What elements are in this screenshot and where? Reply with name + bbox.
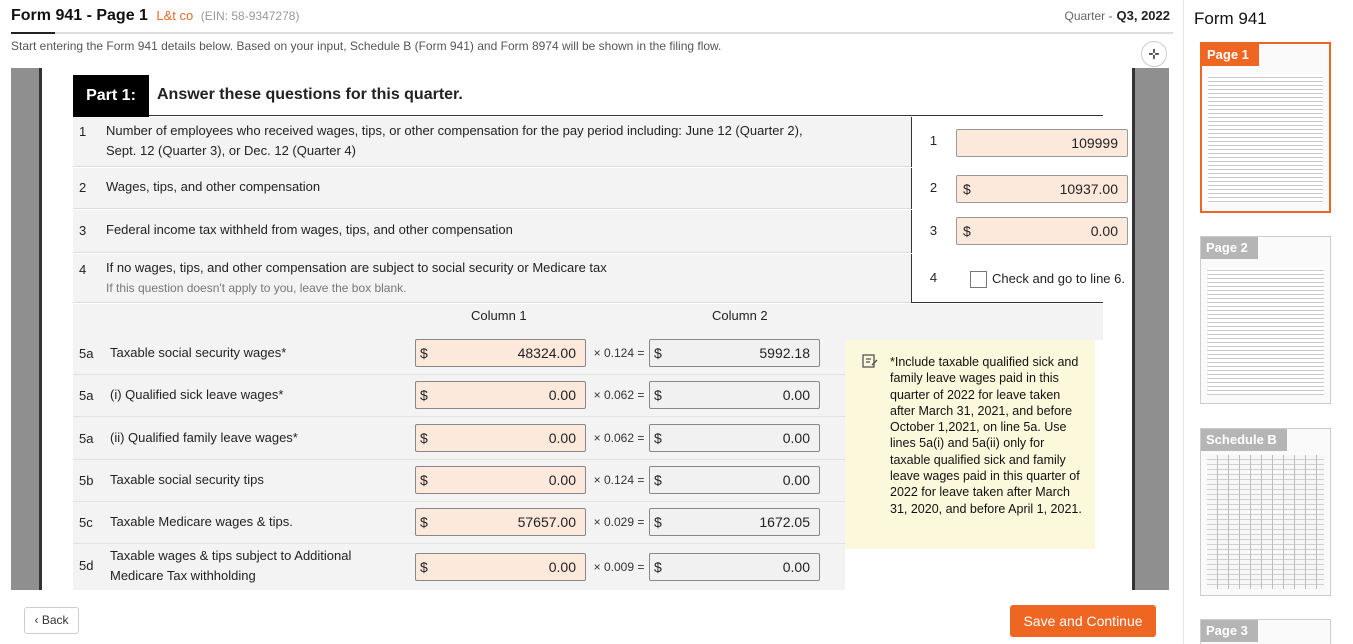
thumbnail-preview bbox=[1207, 455, 1324, 589]
company-ein: (EIN: 58-9347278) bbox=[200, 9, 300, 23]
line-label-main: If no wages, tips, and other compensation are subject to social security or Medicare tax bbox=[106, 260, 607, 275]
output-value: 0.00 bbox=[782, 472, 810, 488]
line-label: Federal income tax withheld from wages, tips, and other compensation bbox=[106, 222, 513, 237]
line-number: 5d bbox=[79, 558, 94, 573]
column-2-output bbox=[649, 508, 820, 536]
thumbnail-label: Page 1 bbox=[1202, 44, 1259, 66]
quarter-value: Q3, 2022 bbox=[1116, 8, 1170, 23]
form-page bbox=[39, 68, 1135, 590]
currency-symbol: $ bbox=[654, 345, 662, 361]
instructions-text: Start entering the Form 941 details below. Based on your input, Schedule B (Form 941) and Form 8974 will be shown in the filing flow. bbox=[11, 39, 722, 53]
form-header bbox=[0, 0, 1183, 34]
form-line-4 bbox=[73, 254, 1125, 303]
column-2-header: Column 2 bbox=[712, 308, 768, 323]
line-box bbox=[911, 117, 1118, 167]
currency-symbol: $ bbox=[654, 514, 662, 530]
quarter-indicator bbox=[1064, 8, 1170, 23]
input-value: 0.00 bbox=[548, 387, 576, 403]
column-2-output bbox=[649, 339, 820, 367]
line-number: 1 bbox=[79, 124, 87, 139]
form-title: Form 941 - Page 1 bbox=[11, 7, 148, 24]
input-value: 0.00 bbox=[548, 559, 576, 575]
line-label: (ii) Qualified family leave wages* bbox=[110, 430, 298, 445]
output-value: 5992.18 bbox=[759, 345, 810, 361]
form-viewer[interactable] bbox=[11, 68, 1169, 590]
box-number: 1 bbox=[929, 133, 938, 148]
currency-symbol: $ bbox=[420, 387, 428, 403]
page-navigator bbox=[1183, 0, 1353, 644]
save-and-continue-button[interactable]: Save and Continue bbox=[1010, 605, 1156, 637]
currency-symbol: $ bbox=[654, 472, 662, 488]
note-text: *Include taxable qualified sick and family leave wages paid in this quarter of 2022 for leave taken after March 31, 2021, and before October 1,2021, on line 5a. Use lines 5a(i) and 5a(ii) only for taxable qualified sick and family leave wages paid in this quarter of 2022 for leave taken after March 31, 2020, and before April 1, 2021. bbox=[890, 355, 1082, 516]
line-box bbox=[911, 168, 1118, 209]
federal-tax-withheld-input[interactable] bbox=[956, 217, 1128, 245]
line-label: (i) Qualified sick leave wages* bbox=[110, 387, 284, 402]
line-5a-row bbox=[73, 333, 845, 375]
input-value: 10937.00 bbox=[1059, 181, 1118, 197]
line-label: Wages, tips, and other compensation bbox=[106, 179, 321, 194]
thumbnail-schedule-b[interactable] bbox=[1200, 428, 1331, 596]
company-name: L&t co bbox=[156, 8, 194, 23]
checkbox-label: Check and go to line 6. bbox=[992, 271, 1125, 286]
thumbnail-page-2[interactable] bbox=[1200, 236, 1331, 404]
box-number: 3 bbox=[929, 223, 938, 238]
rate-multiplier: × 0.062 = bbox=[593, 431, 645, 445]
thumbnail-page-1[interactable] bbox=[1200, 42, 1331, 213]
column-1-input[interactable] bbox=[415, 553, 586, 581]
line-5a-ii-row bbox=[73, 417, 845, 460]
input-value: 48324.00 bbox=[517, 345, 576, 361]
line-label: Number of employees who received wages, tips, or other compensation for the pay period including: June 12 (Quarter 2), Sept. 12 (Quarter 3), or Dec. 12 (Quarter 4) bbox=[106, 123, 803, 158]
rate-multiplier: × 0.124 = bbox=[593, 473, 645, 487]
part-header bbox=[73, 72, 1103, 116]
output-value: 0.00 bbox=[782, 559, 810, 575]
rate-multiplier: × 0.124 = bbox=[593, 346, 645, 360]
page-title bbox=[11, 7, 299, 25]
thumbnail-label: Page 2 bbox=[1201, 237, 1258, 259]
thumbnail-preview bbox=[1208, 74, 1323, 203]
line-5a-i-row bbox=[73, 375, 845, 417]
rate-multiplier: × 0.062 = bbox=[593, 388, 645, 402]
currency-symbol: $ bbox=[420, 559, 428, 575]
line-number: 3 bbox=[79, 223, 87, 238]
line-box bbox=[911, 254, 1125, 303]
column-1-header: Column 1 bbox=[471, 308, 527, 323]
column-1-input[interactable] bbox=[415, 339, 586, 367]
line-number: 5c bbox=[79, 515, 93, 530]
currency-symbol: $ bbox=[654, 430, 662, 446]
qualified-leave-note bbox=[845, 340, 1095, 549]
currency-symbol: $ bbox=[420, 345, 428, 361]
column-1-input[interactable] bbox=[415, 381, 586, 409]
quarter-label: Quarter - bbox=[1064, 9, 1113, 23]
navigator-title: Form 941 bbox=[1194, 9, 1267, 28]
line-number: 5a bbox=[79, 388, 94, 403]
collapse-icon[interactable]: ⊹ bbox=[1141, 41, 1167, 67]
thumbnail-page-3[interactable] bbox=[1200, 619, 1331, 644]
form-line-1 bbox=[73, 117, 1118, 167]
line-number: 5b bbox=[79, 473, 94, 488]
line-5b-row bbox=[73, 460, 845, 502]
currency-symbol: $ bbox=[963, 223, 971, 239]
column-1-input[interactable] bbox=[415, 466, 586, 494]
currency-symbol: $ bbox=[963, 181, 971, 197]
input-value: 0.00 bbox=[548, 430, 576, 446]
line-label-hint: If this question doesn't apply to you, leave the box blank. bbox=[106, 281, 407, 295]
back-button[interactable] bbox=[24, 607, 79, 634]
input-value: 109999 bbox=[1071, 135, 1118, 151]
currency-symbol: $ bbox=[654, 559, 662, 575]
employees-count-input[interactable] bbox=[956, 129, 1128, 157]
line-label: Taxable social security tips bbox=[110, 472, 264, 487]
line-label: Taxable wages & tips subject to Additional Medicare Tax withholding bbox=[110, 548, 352, 583]
line-label: Taxable social security wages* bbox=[110, 345, 287, 360]
line-5c-row bbox=[73, 502, 845, 544]
column-1-input[interactable] bbox=[415, 508, 586, 536]
currency-symbol: $ bbox=[420, 472, 428, 488]
no-wages-checkbox[interactable] bbox=[970, 271, 987, 288]
rate-multiplier: × 0.029 = bbox=[593, 515, 645, 529]
box-number: 4 bbox=[929, 270, 938, 285]
header-divider-accent bbox=[11, 32, 55, 34]
line-number: 5a bbox=[79, 431, 94, 446]
form-line-3 bbox=[73, 210, 1118, 253]
line-number: 2 bbox=[79, 180, 87, 195]
currency-symbol: $ bbox=[654, 387, 662, 403]
part-heading: Answer these questions for this quarter. bbox=[157, 86, 463, 103]
thumbnail-label: Schedule B bbox=[1201, 429, 1287, 451]
box-number: 2 bbox=[929, 180, 938, 195]
column-2-output bbox=[649, 466, 820, 494]
note-icon bbox=[861, 353, 879, 375]
form-line-2 bbox=[73, 168, 1118, 209]
part-label: Part 1: bbox=[73, 75, 149, 117]
line-box bbox=[911, 210, 1118, 253]
back-label: Back bbox=[41, 613, 69, 627]
line-number: 4 bbox=[79, 262, 87, 277]
input-value: 57657.00 bbox=[517, 514, 576, 530]
currency-symbol: $ bbox=[420, 514, 428, 530]
thumbnail-preview bbox=[1207, 267, 1324, 395]
output-value: 0.00 bbox=[782, 387, 810, 403]
output-value: 0.00 bbox=[782, 430, 810, 446]
currency-symbol: $ bbox=[420, 430, 428, 446]
header-divider bbox=[11, 32, 1173, 34]
thumbnail-label: Page 3 bbox=[1201, 620, 1258, 642]
line-label bbox=[106, 258, 826, 298]
line-5d-row bbox=[73, 544, 845, 590]
wages-input[interactable] bbox=[956, 175, 1128, 203]
column-2-output bbox=[649, 553, 820, 581]
column-2-output bbox=[649, 381, 820, 409]
line-label: Taxable Medicare wages & tips. bbox=[110, 514, 293, 529]
input-value: 0.00 bbox=[1090, 223, 1118, 239]
output-value: 1672.05 bbox=[759, 514, 810, 530]
input-value: 0.00 bbox=[548, 472, 576, 488]
column-1-input[interactable] bbox=[415, 424, 586, 452]
chevron-left-icon: ‹ bbox=[34, 613, 39, 627]
line-number: 5a bbox=[79, 346, 94, 361]
column-2-output bbox=[649, 424, 820, 452]
rate-multiplier: × 0.009 = bbox=[593, 560, 645, 574]
